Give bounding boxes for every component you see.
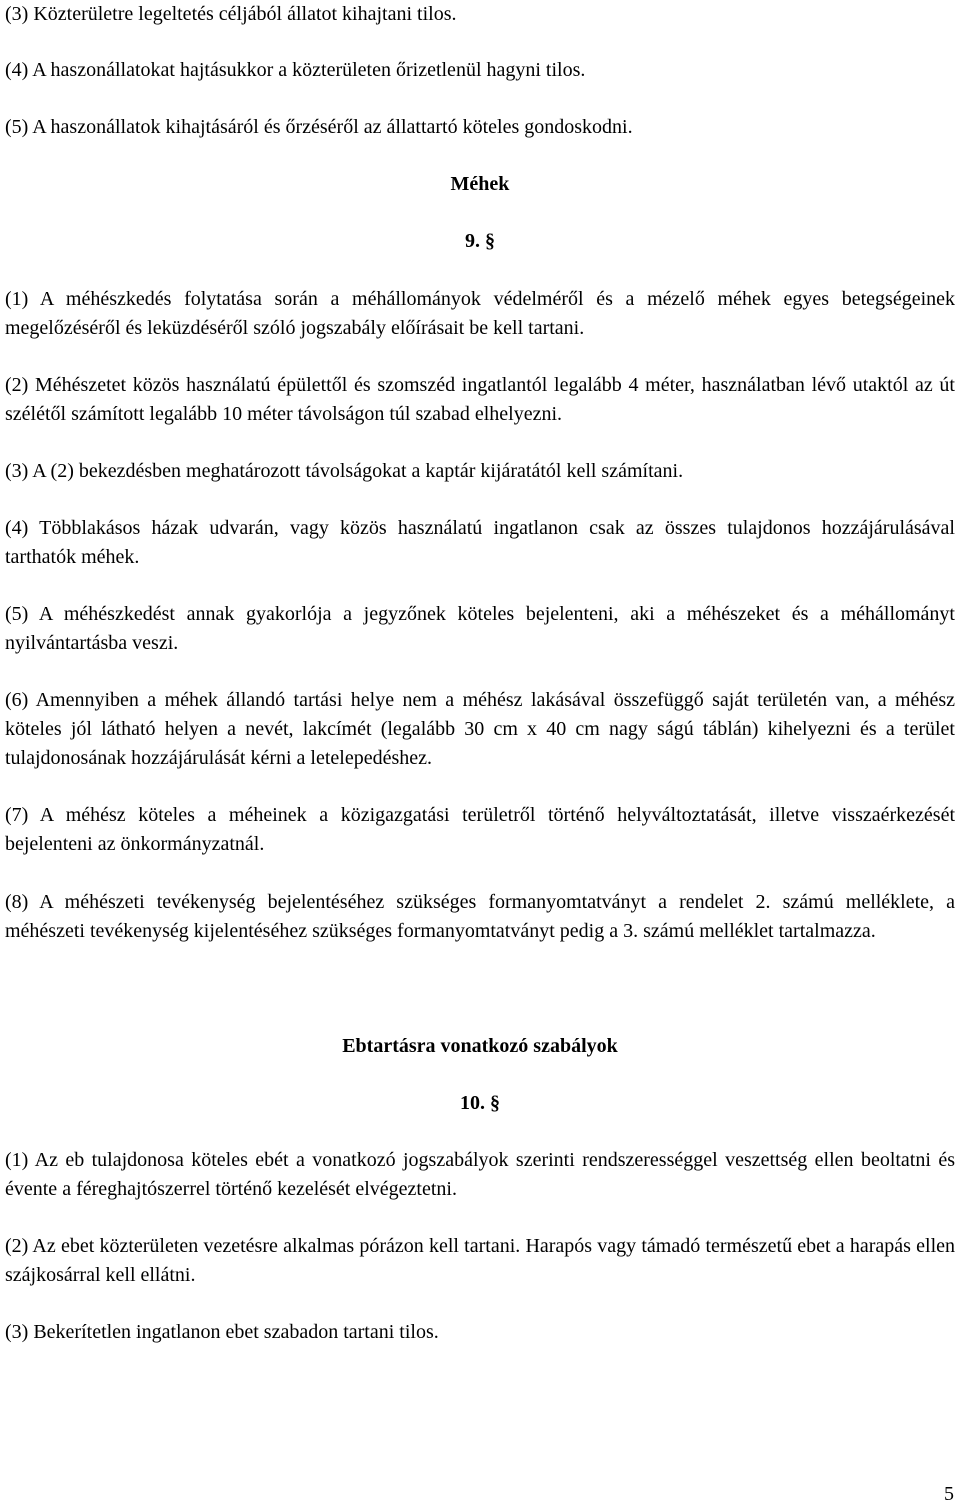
section-title: Ebtartásra vonatkozó szabályok [342,1035,618,1057]
paragraph: (6) Amennyiben a méhek állandó tartási helye nem a méhész lakásával összefüggő saját területén van, a méhész köteles jól látható helyen a nevét, lakcímét (legalább 30 cm x 40 cm nagy ságú táblán) kihelyezni és a terület tulajdonosának hozzájárulását kérni a letelepedéshez. [5,689,955,769]
section-bees [5,170,955,946]
section-dogs [5,1032,955,1347]
section-number: 9. § [465,230,495,252]
top-paragraphs [5,0,955,170]
section-title: Méhek [450,173,510,195]
paragraph: (1) Az eb tulajdonosa köteles ebét a vonatkozó jogszabályok szerinti rendszerességgel veszettség ellen beoltatni és évente a féreghajtószerrel történő kezelését elvégeztetni. [5,1149,955,1200]
paragraph: (2) Méhészetet közös használatú épülettől és szomszéd ingatlantól legalább 4 méter, használatban lévő utaktól az út szélétől számított legalább 10 méter távolságon túl szabad elhelyezni. [5,374,955,425]
paragraph: (8) A méhészeti tevékenység bejelentéséhez szükséges formanyomtatványt a rendelet 2. számú melléklete, a méhészeti tevékenység kijelentéséhez szükséges formanyomtatványt pedig a 3. számú melléklet tartalmazza. [5,891,955,942]
document-page [5,0,955,1347]
paragraph: (3) A (2) bekezdésben meghatározott távolságokat a kaptár kijáratától kell számítani. [5,460,684,482]
paragraph: (3) Bekerítetlen ingatlanon ebet szabadon tartani tilos. [5,1321,439,1343]
paragraph: (4) Többlakásos házak udvarán, vagy közös használatú ingatlanon csak az összes tulajdonos hozzájárulásával tarthatók méhek. [5,517,955,568]
paragraph: (5) A méhészkedést annak gyakorlója a jegyzőnek köteles bejelenteni, aki a méhészeket és a méhállományt nyilvántartásba veszi. [5,603,955,654]
paragraph: (5) A haszonállatok kihajtásáról és őrzéséről az állattartó köteles gondoskodni. [5,116,633,138]
paragraph: (2) Az ebet közterületen vezetésre alkalmas pórázon kell tartani. Harapós vagy támadó természetű ebet a harapás ellen szájkosárral kell ellátni. [5,1235,955,1286]
paragraph: (3) Közterületre legeltetés céljából állatot kihajtani tilos. [5,3,457,25]
section-number: 10. § [460,1092,500,1114]
paragraph: (1) A méhészkedés folytatása során a méhállományok védelméről és a mézelő méhek egyes betegségeinek megelőzéséről és leküzdéséről szóló jogszabály előírásait be kell tartani. [5,288,955,339]
paragraph: (4) A haszonállatokat hajtásukkor a közterületen őrizetlenül hagyni tilos. [5,59,586,81]
page-number: 5 [944,1483,954,1505]
paragraph: (7) A méhész köteles a méheinek a közigazgatási területről történő helyváltoztatását, illetve visszaérkezését bejelenteni az önkormányzatnál. [5,804,955,855]
